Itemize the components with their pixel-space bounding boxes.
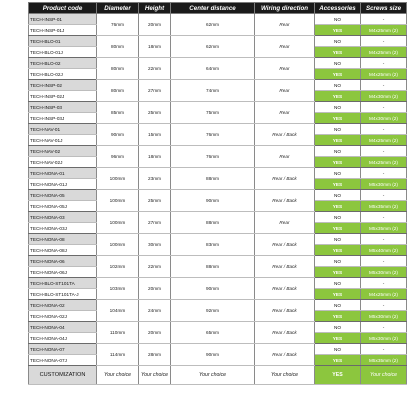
accessories-yes-cell: YES: [315, 311, 361, 322]
center-distance-cell: 90mm: [171, 344, 255, 366]
screws-dash-cell: -: [361, 344, 407, 355]
accessories-yes-cell: YES: [315, 333, 361, 344]
product-code-j: TECH-NAV-02J: [29, 157, 97, 168]
screws-size-cell: M5x35mm (2): [361, 201, 407, 212]
table-body: [29, 14, 407, 385]
accessories-no-cell: NO: [315, 234, 361, 245]
custom-center-distance: Your choice: [171, 366, 255, 385]
product-code-j: TECH-INSP-02J: [29, 91, 97, 102]
center-distance-cell: 76mm: [171, 124, 255, 146]
wiring-direction-cell: Rear / Back: [255, 256, 315, 278]
screws-dash-cell: -: [361, 278, 407, 289]
center-distance-cell: 83mm: [171, 234, 255, 256]
product-code: TECH-NONA-08: [29, 234, 97, 245]
product-code-j: TECH-INSP-01J: [29, 25, 97, 36]
accessories-yes-cell: YES: [315, 157, 361, 168]
height-cell: 27mm: [139, 212, 171, 234]
height-cell: 25mm: [139, 190, 171, 212]
wiring-direction-cell: Rear: [255, 36, 315, 58]
screws-size-cell: M5x40mm (2): [361, 245, 407, 256]
wiring-direction-cell: Rear / Back: [255, 190, 315, 212]
wiring-direction-cell: Rear / Back: [255, 300, 315, 322]
accessories-no-cell: NO: [315, 322, 361, 333]
diameter-cell: 76mm: [97, 14, 139, 36]
product-code: TECH-NAV-02: [29, 146, 97, 157]
screws-dash-cell: -: [361, 300, 407, 311]
wiring-direction-cell: Rear: [255, 80, 315, 102]
screws-dash-cell: -: [361, 58, 407, 69]
accessories-no-cell: NO: [315, 278, 361, 289]
center-distance-cell: 92mm: [171, 300, 255, 322]
wiring-direction-cell: Rear: [255, 212, 315, 234]
diameter-cell: 104mm: [97, 300, 139, 322]
accessories-yes-cell: YES: [315, 179, 361, 190]
wiring-direction-cell: Rear: [255, 102, 315, 124]
wiring-direction-cell: Rear: [255, 14, 315, 36]
diameter-cell: 114mm: [97, 344, 139, 366]
product-code: TECH-NONA-01: [29, 168, 97, 179]
height-cell: 24mm: [139, 300, 171, 322]
height-cell: 20mm: [139, 278, 171, 300]
custom-screws-size: Your choice: [361, 366, 407, 385]
screws-size-cell: M5x35mm (2): [361, 355, 407, 366]
accessories-no-cell: NO: [315, 14, 361, 25]
table-row: [29, 36, 407, 47]
screws-size-cell: M4x30mm (2): [361, 113, 407, 124]
header-product-code: Product code: [29, 3, 97, 14]
accessories-yes-cell: YES: [315, 25, 361, 36]
center-distance-cell: 76mm: [171, 146, 255, 168]
height-cell: 22mm: [139, 256, 171, 278]
product-code-j: TECH-INSP-03J: [29, 113, 97, 124]
wiring-direction-cell: Rear: [255, 58, 315, 80]
table-row: [29, 58, 407, 69]
screws-size-cell: M4x25mm (2): [361, 289, 407, 300]
product-code: TECH-INSP-02: [29, 80, 97, 91]
center-distance-cell: 88mm: [171, 256, 255, 278]
product-code: TECH-NONA-05: [29, 190, 97, 201]
accessories-no-cell: NO: [315, 212, 361, 223]
height-cell: 28mm: [139, 344, 171, 366]
diameter-cell: 80mm: [97, 36, 139, 58]
accessories-no-cell: NO: [315, 256, 361, 267]
product-code: TECH-NONA-07: [29, 344, 97, 355]
wiring-direction-cell: Rear / Back: [255, 344, 315, 366]
screws-size-cell: M5x30mm (2): [361, 267, 407, 278]
screws-dash-cell: -: [361, 14, 407, 25]
accessories-no-cell: NO: [315, 36, 361, 47]
diameter-cell: 85mm: [97, 102, 139, 124]
screws-size-cell: M5x30mm (2): [361, 333, 407, 344]
customization-label: CUSTOMIZATION: [29, 366, 97, 385]
table-row: [29, 234, 407, 245]
screws-size-cell: M5x30mm (2): [361, 311, 407, 322]
table-row: [29, 124, 407, 135]
table-row: [29, 344, 407, 355]
accessories-yes-cell: YES: [315, 201, 361, 212]
accessories-yes-cell: YES: [315, 135, 361, 146]
diameter-cell: 100mm: [97, 234, 139, 256]
customization-row: [29, 366, 407, 385]
screws-dash-cell: -: [361, 146, 407, 157]
product-code-j: TECH-BLO-02J: [29, 69, 97, 80]
product-code-j: TECH-NONA-01J: [29, 179, 97, 190]
accessories-yes-cell: YES: [315, 113, 361, 124]
diameter-cell: 100mm: [97, 190, 139, 212]
accessories-no-cell: NO: [315, 344, 361, 355]
accessories-yes-cell: YES: [315, 223, 361, 234]
accessories-yes-cell: YES: [315, 245, 361, 256]
height-cell: 25mm: [139, 102, 171, 124]
product-code-j: TECH-NAV-01J: [29, 135, 97, 146]
custom-diameter: Your choice: [97, 366, 139, 385]
height-cell: 23mm: [139, 168, 171, 190]
screws-dash-cell: -: [361, 322, 407, 333]
diameter-cell: 100mm: [97, 212, 139, 234]
table-row: [29, 146, 407, 157]
product-code: TECH-NAV-01: [29, 124, 97, 135]
custom-wiring-direction: Your choice: [255, 366, 315, 385]
accessories-no-cell: NO: [315, 146, 361, 157]
table-row: [29, 102, 407, 113]
screws-size-cell: M4x25mm (2): [361, 135, 407, 146]
accessories-no-cell: NO: [315, 58, 361, 69]
diameter-cell: 110mm: [97, 322, 139, 344]
product-spec-table: [28, 2, 407, 385]
height-cell: 27mm: [139, 80, 171, 102]
accessories-no-cell: NO: [315, 124, 361, 135]
header-center-distance: Center distance: [171, 3, 255, 14]
center-distance-cell: 75mm: [171, 102, 255, 124]
accessories-yes-cell: YES: [315, 267, 361, 278]
product-code: TECH-NONA-06: [29, 256, 97, 267]
diameter-cell: 102mm: [97, 256, 139, 278]
center-distance-cell: 90mm: [171, 190, 255, 212]
height-cell: 18mm: [139, 146, 171, 168]
diameter-cell: 80mm: [97, 80, 139, 102]
center-distance-cell: 88mm: [171, 212, 255, 234]
table-row: [29, 212, 407, 223]
center-distance-cell: 90mm: [171, 278, 255, 300]
diameter-cell: 80mm: [97, 58, 139, 80]
product-code: TECH-BLO-01: [29, 36, 97, 47]
product-code: TECH-BLO-02: [29, 58, 97, 69]
wiring-direction-cell: Rear / Back: [255, 124, 315, 146]
table-row: [29, 256, 407, 267]
table-row: [29, 14, 407, 25]
accessories-no-cell: NO: [315, 80, 361, 91]
diameter-cell: 103mm: [97, 278, 139, 300]
header-accessories: Accessories: [315, 3, 361, 14]
screws-size-cell: M4x30mm (2): [361, 91, 407, 102]
product-code-j: TECH-NONA-02J: [29, 311, 97, 322]
table-row: [29, 168, 407, 179]
product-code-j: TECH-NONA-07J: [29, 355, 97, 366]
custom-accessories: YES: [315, 366, 361, 385]
product-code: TECH-NONA-04: [29, 322, 97, 333]
header-wiring-direction: Wiring direction: [255, 3, 315, 14]
table-row: [29, 190, 407, 201]
header-screws-size: Screws size: [361, 3, 407, 14]
product-code-j: TECH-NONA-03J: [29, 223, 97, 234]
diameter-cell: 96mm: [97, 146, 139, 168]
table-row: [29, 300, 407, 311]
center-distance-cell: 62mm: [171, 14, 255, 36]
accessories-yes-cell: YES: [315, 47, 361, 58]
product-code-j: TECH-NONA-04J: [29, 333, 97, 344]
product-code: TECH-NONA-03: [29, 212, 97, 223]
diameter-cell: 90mm: [97, 124, 139, 146]
wiring-direction-cell: Rear / Back: [255, 278, 315, 300]
wiring-direction-cell: Rear / Back: [255, 234, 315, 256]
accessories-no-cell: NO: [315, 190, 361, 201]
accessories-no-cell: NO: [315, 102, 361, 113]
product-code-j: TECH-NONA-05J: [29, 201, 97, 212]
center-distance-cell: 74mm: [171, 80, 255, 102]
screws-size-cell: M5x35mm (2): [361, 223, 407, 234]
product-code-j: TECH-NONA-06J: [29, 267, 97, 278]
product-code: TECH-INSP-03: [29, 102, 97, 113]
screws-dash-cell: -: [361, 212, 407, 223]
header-height: Height: [139, 3, 171, 14]
screws-size-cell: M4x25mm (2): [361, 25, 407, 36]
product-code: TECH-NONA-02: [29, 300, 97, 311]
screws-dash-cell: -: [361, 190, 407, 201]
height-cell: 20mm: [139, 14, 171, 36]
height-cell: 20mm: [139, 322, 171, 344]
screws-size-cell: M4x25mm (2): [361, 69, 407, 80]
height-cell: 15mm: [139, 124, 171, 146]
header-row: [29, 3, 407, 14]
product-code: TECH-BLO-ST101TA: [29, 278, 97, 289]
table-row: [29, 322, 407, 333]
center-distance-cell: 65mm: [171, 322, 255, 344]
screws-size-cell: M4x25mm (2): [361, 47, 407, 58]
header-diameter: Diameter: [97, 3, 139, 14]
screws-dash-cell: -: [361, 80, 407, 91]
wiring-direction-cell: Rear / Back: [255, 322, 315, 344]
wiring-direction-cell: Rear / Back: [255, 168, 315, 190]
height-cell: 22mm: [139, 58, 171, 80]
wiring-direction-cell: Rear: [255, 146, 315, 168]
product-code-j: TECH-NONA-08J: [29, 245, 97, 256]
center-distance-cell: 62mm: [171, 36, 255, 58]
product-code-j: TECH-BLO-ST101TA-J: [29, 289, 97, 300]
center-distance-cell: 88mm: [171, 168, 255, 190]
product-code-j: TECH-BLO-01J: [29, 47, 97, 58]
accessories-no-cell: NO: [315, 168, 361, 179]
screws-dash-cell: -: [361, 102, 407, 113]
accessories-yes-cell: YES: [315, 289, 361, 300]
custom-height: Your choice: [139, 366, 171, 385]
screws-dash-cell: -: [361, 234, 407, 245]
screws-dash-cell: -: [361, 256, 407, 267]
center-distance-cell: 64mm: [171, 58, 255, 80]
screws-dash-cell: -: [361, 124, 407, 135]
screws-dash-cell: -: [361, 36, 407, 47]
table-row: [29, 278, 407, 289]
accessories-no-cell: NO: [315, 300, 361, 311]
screws-dash-cell: -: [361, 168, 407, 179]
height-cell: 18mm: [139, 36, 171, 58]
accessories-yes-cell: YES: [315, 355, 361, 366]
table-row: [29, 80, 407, 91]
accessories-yes-cell: YES: [315, 69, 361, 80]
screws-size-cell: M5x30mm (2): [361, 179, 407, 190]
product-code: TECH-INSP-01: [29, 14, 97, 25]
screws-size-cell: M4x25mm (2): [361, 157, 407, 168]
height-cell: 30mm: [139, 234, 171, 256]
accessories-yes-cell: YES: [315, 91, 361, 102]
diameter-cell: 100mm: [97, 168, 139, 190]
